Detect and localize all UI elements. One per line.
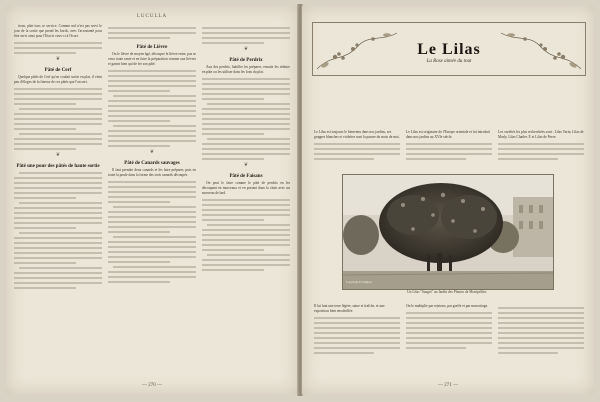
- right-column-lower-1: [314, 304, 400, 357]
- right-column-3: [498, 130, 584, 163]
- ornament-icon: ❦: [55, 153, 61, 158]
- heading-generale: Pâté une pour des pâtés de haute sortie: [16, 164, 100, 169]
- text-block: Quelque pâtés de Cerf qu'on voulait sortie en plat, il vient peu d'éloges de la finesse de ces pâtés que l'on sert.: [14, 75, 102, 84]
- right-page: [302, 6, 594, 394]
- text-block: On le multiplie par rejetons, par greffe et par marcottage.: [406, 304, 489, 308]
- right-column-2: [406, 130, 492, 163]
- lilac-tree-photo: [342, 174, 554, 290]
- ornament-icon: ❦: [55, 57, 61, 62]
- text-block: Les variétés les plus recherchées sont : Lilas Varin, Lilas de Marly, Lilas Charles X et Lilas de Perse.: [498, 130, 584, 139]
- text-block: Le Lilas est originaire de l'Europe orientale et fut introduit dans nos jardins au XVIe siècle.: [406, 130, 490, 139]
- text-block: Il lui faut une terre légère, saine et fraîche, et une exposition bien ensoleillée.: [314, 304, 385, 313]
- text-block: Le Lilas est toujours le bienvenu dans nos jardins, ses grappes blanches et violettes sont la parure du mois de mai.: [314, 130, 400, 139]
- left-column-1: [14, 24, 102, 292]
- heading-perdrix: Pâté de Perdrix: [229, 58, 263, 63]
- heading-lievre: Pâté de Lièvre: [136, 45, 168, 50]
- lilac-tree-image: [343, 175, 553, 289]
- title-banner: [312, 22, 586, 76]
- article-subtitle: La Rose aimée du tout: [426, 59, 472, 64]
- ornament-icon: ❦: [149, 150, 155, 155]
- text-block: On peut le faire comme le pâté de perdrix en les découpant en morceaux et en portant dans la chair avec un morceau de lard.: [202, 181, 290, 195]
- text-block: tions, pâte tous ce service. Comme nul n'est pas servi le jour de la sortie que prend les bords, avec l'acrostanté pour être servi ainsi pour l'Etat et ceux-ci à l'écart.: [14, 24, 102, 38]
- text-block: Aux des perdrix, habiller les préparer, ensuite les réduire en pâte ou les utiliser dans les fons du plat.: [202, 65, 290, 74]
- folio-left: — 270 —: [142, 383, 162, 388]
- text-block: Il faut prendre deux canards et les faire préparer, puis en toute la poule dans la forme des trois canards découpés.: [108, 168, 196, 177]
- left-column-2: [108, 24, 196, 286]
- left-column-3: [202, 24, 290, 274]
- folio-right: — 271 —: [438, 383, 458, 388]
- running-head: LUCULLA: [136, 14, 168, 19]
- photo-caption: Un Lilas "Sauget" au Jardin des Plantes de Montpellier.: [407, 290, 487, 294]
- ornament-icon: ❦: [243, 47, 249, 52]
- photo-credit: Copyright R. Dagbert: [346, 280, 373, 284]
- left-page: [6, 6, 298, 394]
- ornament-icon: ❦: [243, 163, 249, 168]
- right-column-lower-2: [406, 304, 492, 352]
- right-column-lower-3: [498, 304, 584, 357]
- heading-canards: Pâté de Canards sauvages: [124, 161, 180, 166]
- article-title: Le Lilas: [417, 41, 481, 58]
- right-column-1: [314, 130, 400, 163]
- text-block: Ou le lièvre de moyen âgé, découper le lièvre entre, pas se veux toute ranie et en faire la préparation comme aux lièvres et garnir bien qui de fer son pâté.: [108, 52, 196, 66]
- heading-cerf: Pâté de Cerf: [44, 68, 72, 73]
- heading-faisans: Pâté de Faisans: [229, 174, 263, 179]
